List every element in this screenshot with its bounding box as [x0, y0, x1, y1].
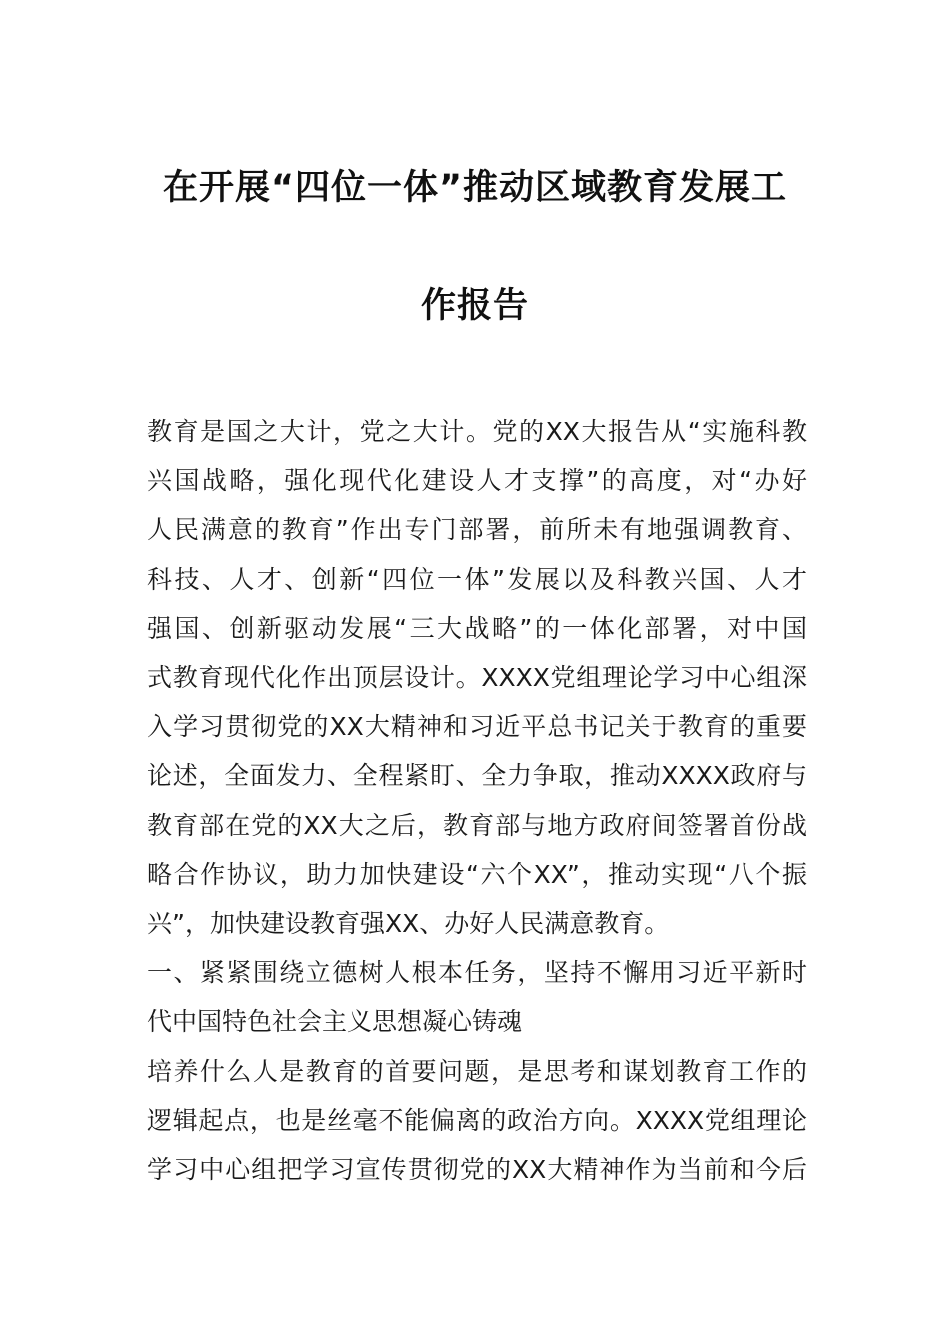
- body-line: 科技、人才、创新“四位一体”发展以及科教兴国、人才: [147, 565, 807, 594]
- body-line: 教育是国之大计，党之大计。党的XX大报告从“实施科教: [147, 417, 807, 446]
- body-line: 兴国战略，强化现代化建设人才支撑”的高度，对“办好: [147, 466, 807, 495]
- body-line: 逻辑起点，也是丝毫不能偏离的政治方向。XXXX党组理论: [147, 1106, 807, 1135]
- body-line: 一、紧紧围绕立德树人根本任务，坚持不懈用习近平新时: [147, 958, 807, 987]
- body-line: 略合作协议，助力加快建设“六个XX”，推动实现“八个振: [147, 860, 807, 889]
- body-line: 人民满意的教育”作出专门部署，前所未有地强调教育、: [147, 515, 807, 544]
- body-line: 强国、创新驱动发展“三大战略”的一体化部署，对中国: [147, 614, 807, 643]
- body-line: 教育部在党的XX大之后，教育部与地方政府间签署首份战: [147, 811, 807, 840]
- body-line: 学习中心组把学习宣传贯彻党的XX大精神作为当前和今后: [147, 1155, 807, 1184]
- body-line: 兴”，加快建设教育强XX、办好人民满意教育。: [147, 909, 670, 938]
- body-line: 论述，全面发力、全程紧盯、全力争取，推动XXXX政府与: [147, 761, 807, 790]
- body-line: 代中国特色社会主义思想凝心铸魂: [147, 1007, 523, 1036]
- body-line: 入学习贯彻党的XX大精神和习近平总书记关于教育的重要: [147, 712, 807, 741]
- document-title-line-1: 在开展“四位一体”推动区域教育发展工: [162, 168, 787, 208]
- document-title-line-2: 作报告: [420, 286, 529, 326]
- body-line: 式教育现代化作出顶层设计。XXXX党组理论学习中心组深: [147, 663, 807, 692]
- body-line: 培养什么人是教育的首要问题，是思考和谋划教育工作的: [147, 1057, 807, 1086]
